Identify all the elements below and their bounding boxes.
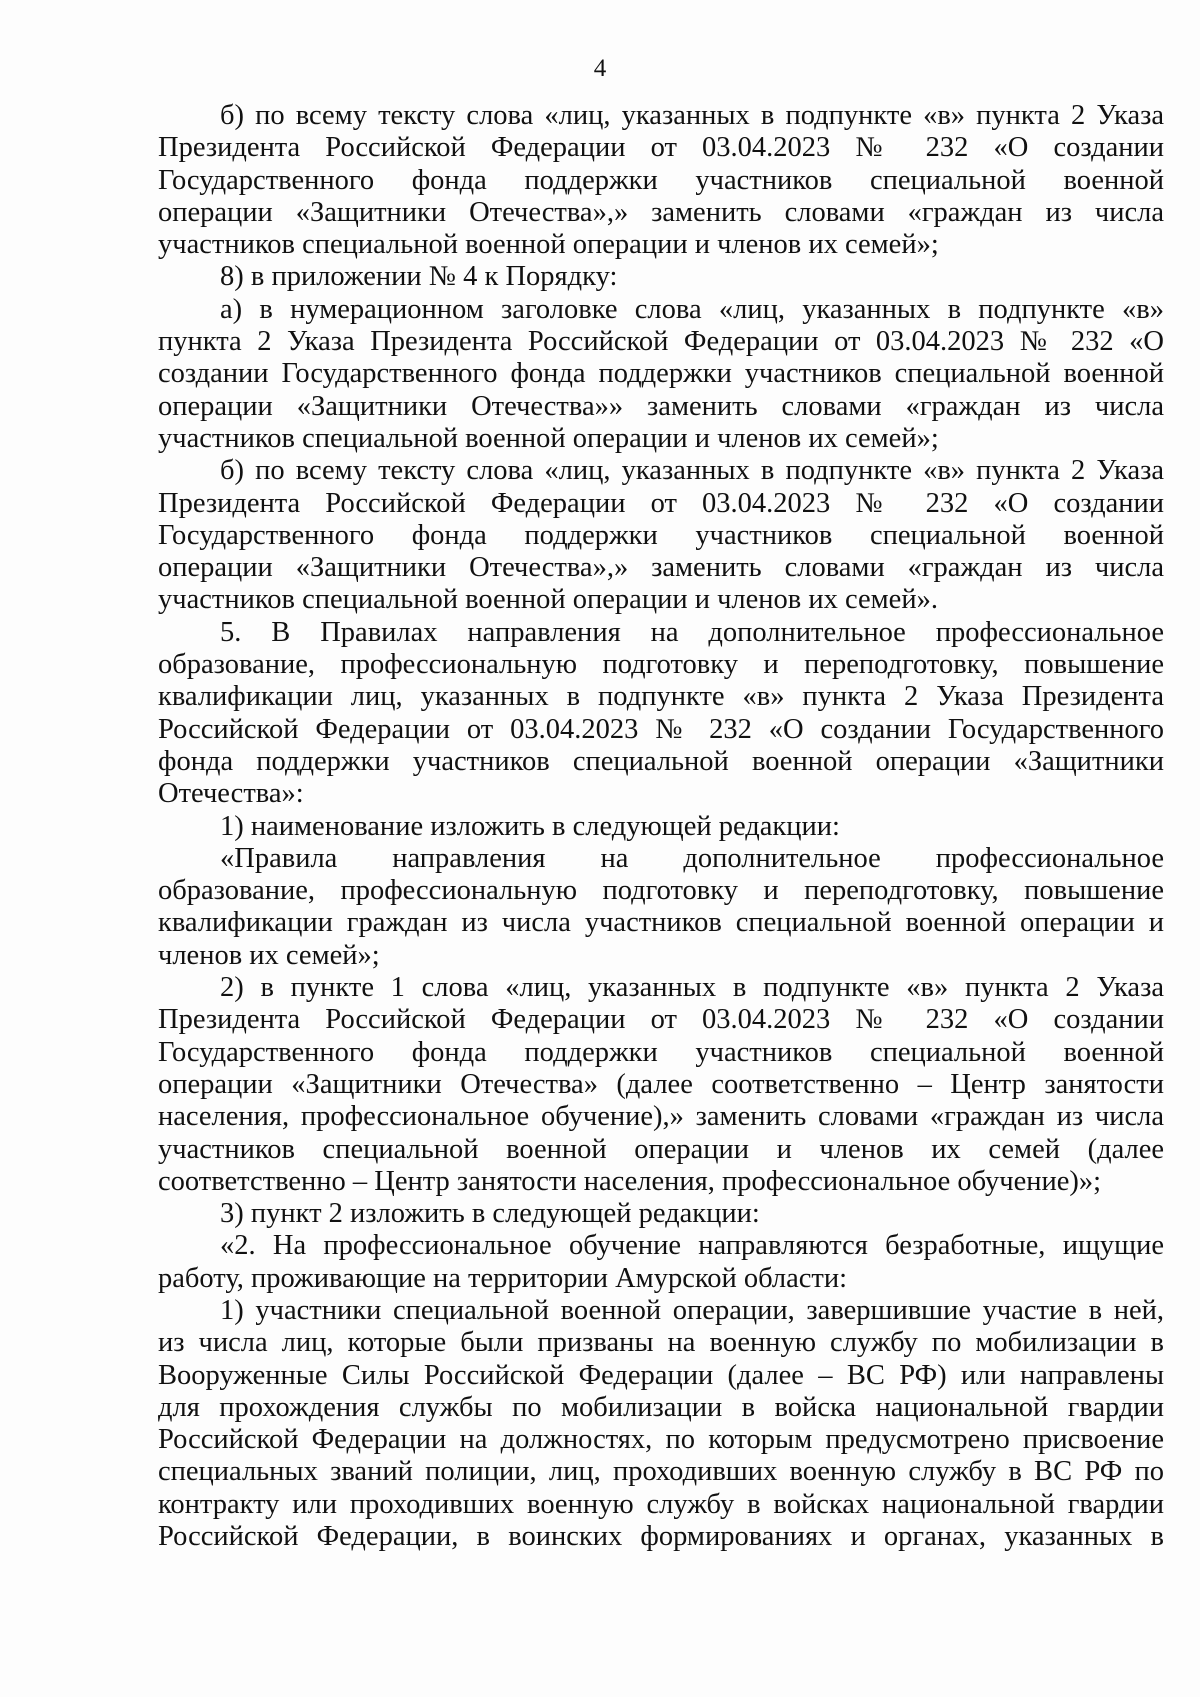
- paragraph: [158, 1295, 1164, 1553]
- text-line: создании Государственного фонда поддержки участников специальной военной: [158, 358, 1164, 390]
- text-line: из числа лиц, которые были призваны на военную службу по мобилизации в: [158, 1327, 1164, 1359]
- text-line: 1) наименование изложить в следующей редакции:: [220, 810, 840, 842]
- text-line: квалификации лиц, указанных в подпункте «в» пункта 2 Указа Президента: [158, 681, 1164, 713]
- text-line: контракту или проходивших военную службу в войсках национальной гвардии: [158, 1488, 1164, 1520]
- text-line: квалификации граждан из числа участников специальной военной операции и: [158, 907, 1164, 939]
- paragraph: [158, 100, 1164, 261]
- paragraph: [158, 811, 1164, 843]
- paragraph: [158, 455, 1164, 616]
- text-line: операции «Защитники Отечества» (далее соответственно – Центр занятости: [158, 1068, 1164, 1100]
- text-line: б) по всему тексту слова «лиц, указанных в подпункте «в» пункта 2 Указа: [220, 100, 1164, 131]
- paragraph: [158, 261, 1164, 293]
- paragraph: [158, 1198, 1164, 1230]
- page-number: 4: [593, 55, 607, 82]
- text-line: 2) в пункте 1 слова «лиц, указанных в подпункте «в» пункта 2 Указа: [220, 972, 1164, 1004]
- document-body: [158, 100, 1164, 1553]
- text-line: участников специальной военной операции и членов их семей (далее: [158, 1133, 1164, 1165]
- text-line: для прохождения службы по мобилизации в войска национальной гвардии: [158, 1391, 1164, 1423]
- text-line: Российской Федерации от 03.04.2023 № 232 «О создании Государственного: [158, 713, 1164, 745]
- text-line: 8) в приложении № 4 к Порядку:: [220, 261, 618, 293]
- text-line: Президента Российской Федерации от 03.04.2023 № 232 «О создании: [158, 1004, 1164, 1036]
- text-line: специальных званий полиции, лиц, проходивших военную службу в ВС РФ по: [158, 1456, 1164, 1488]
- text-line: Российской Федерации, в воинских формированиях и органах, указанных в: [158, 1521, 1164, 1553]
- text-line: 5. В Правилах направления на дополнительное профессиональное: [220, 616, 1164, 648]
- text-line: 1) участники специальной военной операции, завершившие участие в ней,: [220, 1294, 1164, 1326]
- paragraph: [158, 843, 1164, 972]
- text-line: «2. На профессиональное обучение направляются безработные, ищущие: [220, 1230, 1164, 1262]
- text-line: участников специальной военной операции и членов их семей»;: [158, 229, 939, 261]
- text-line: Российской Федерации на должностях, по которым предусмотрено присвоение: [158, 1424, 1164, 1456]
- text-line: соответственно – Центр занятости населения, профессиональное обучение)»;: [158, 1165, 1102, 1197]
- text-line: Президента Российской Федерации от 03.04.2023 № 232 «О создании: [158, 487, 1164, 519]
- paragraph: [158, 972, 1164, 1198]
- text-line: участников специальной военной операции и членов их семей».: [158, 584, 938, 616]
- text-line: а) в нумерационном заголовке слова «лиц, указанных в подпункте «в»: [220, 293, 1164, 325]
- text-line: б) по всему тексту слова «лиц, указанных в подпункте «в» пункта 2 Указа: [220, 455, 1164, 487]
- text-line: работу, проживающие на территории Амурской области:: [158, 1262, 848, 1294]
- text-line: населения, профессиональное обучение),» заменить словами «граждан из числа: [158, 1101, 1164, 1133]
- text-line: образование, профессиональную подготовку и переподготовку, повышение: [158, 649, 1164, 681]
- text-line: членов их семей»;: [158, 939, 380, 971]
- paragraph: [158, 617, 1164, 811]
- text-line: Отечества»:: [158, 778, 304, 810]
- text-line: «Правила направления на дополнительное профессиональное: [220, 842, 1164, 874]
- text-line: Государственного фонда поддержки участников специальной военной: [158, 164, 1164, 196]
- text-line: 3) пункт 2 изложить в следующей редакции:: [220, 1198, 760, 1230]
- text-line: Президента Российской Федерации от 03.04.2023 № 232 «О создании: [158, 132, 1164, 164]
- text-line: фонда поддержки участников специальной военной операции «Защитники: [158, 745, 1164, 777]
- text-line: пункта 2 Указа Президента Российской Федерации от 03.04.2023 № 232 «О: [158, 326, 1164, 358]
- text-line: Государственного фонда поддержки участников специальной военной: [158, 519, 1164, 551]
- text-line: Вооруженные Силы Российской Федерации (далее – ВС РФ) или направлены: [158, 1359, 1164, 1391]
- text-line: операции «Защитники Отечества»» заменить словами «граждан из числа: [158, 390, 1164, 422]
- text-line: операции «Защитники Отечества»,» заменить словами «граждан из числа: [158, 552, 1164, 584]
- paragraph: [158, 294, 1164, 455]
- paragraph: [158, 1230, 1164, 1295]
- text-line: операции «Защитники Отечества»,» заменить словами «граждан из числа: [158, 196, 1164, 228]
- text-line: Государственного фонда поддержки участников специальной военной: [158, 1036, 1164, 1068]
- text-line: образование, профессиональную подготовку и переподготовку, повышение: [158, 875, 1164, 907]
- text-line: участников специальной военной операции и членов их семей»;: [158, 422, 939, 454]
